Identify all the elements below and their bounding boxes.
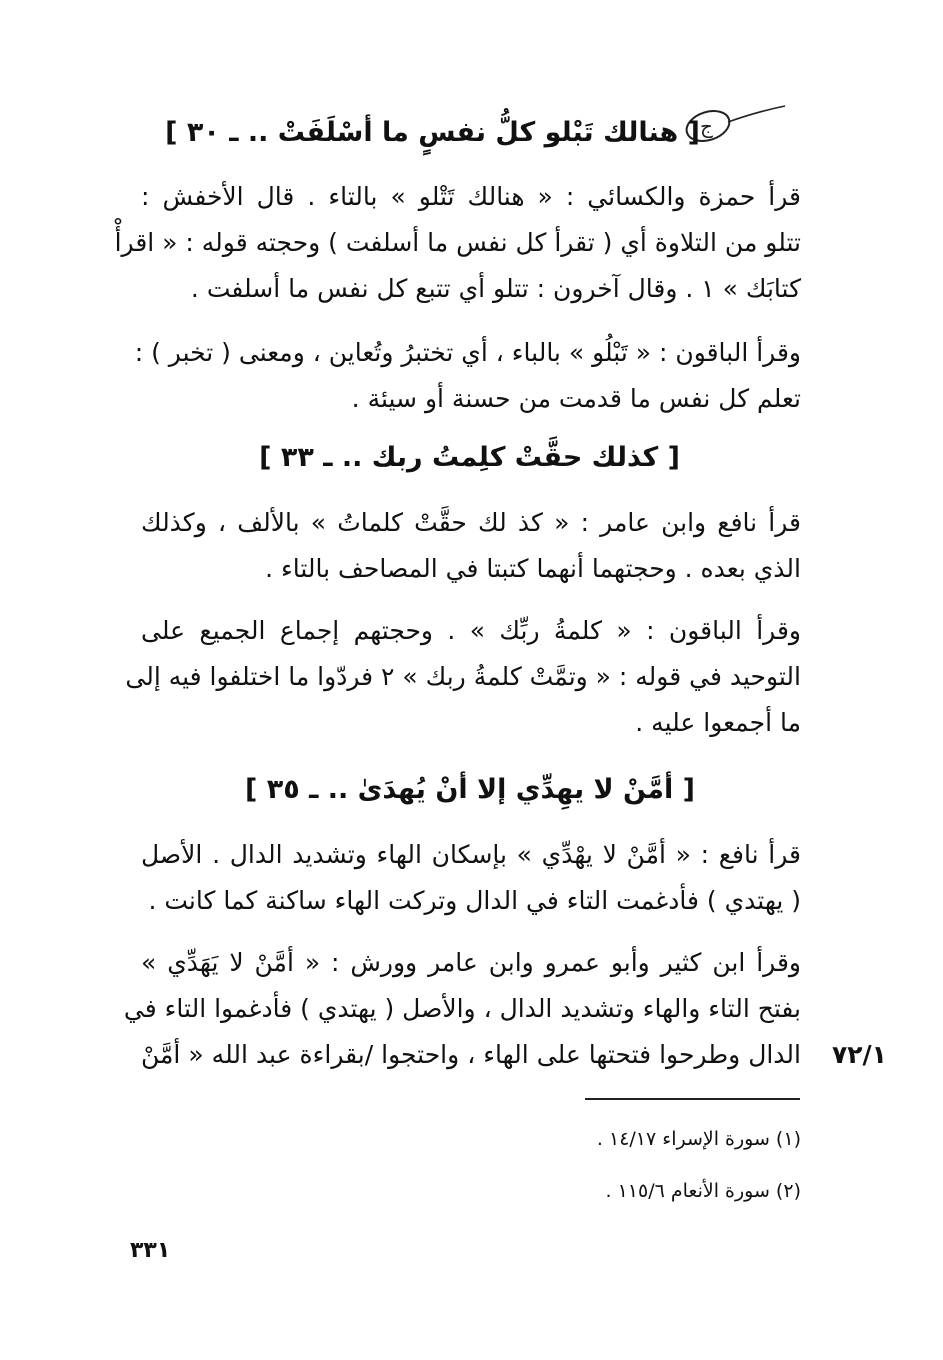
margin-reference: ٧٢/١ — [832, 1040, 887, 1069]
svg-text:ج: ج — [700, 114, 713, 138]
text-line: قرأ نافع : « أمَّنْ لا يهْدِّي » بإسكان الهاء وتشديد الدال . الأصل — [141, 840, 801, 869]
text-line: قرأ نافع وابن عامر : « كذ لك حقَّتْ كلماتُ » بالألف ، وكذلك — [141, 508, 801, 537]
text-line: بفتح التاء والهاء وتشديد الدال ، والأصل ( يهتدي ) فأدغموا التاء في — [123, 994, 801, 1023]
section-heading-33: [ كذلك حقَّتْ كلِمتُ ربك .. ـ ٣٣ ] — [259, 442, 680, 473]
text-line: تعلم كل نفس ما قدمت من حسنة أو سيئة . — [351, 384, 801, 413]
text-line: وقرأ الباقون : « كلمةُ ربِّك » . وحجتهم إجماع الجميع على — [141, 616, 801, 645]
text-line: وقرأ ابن كثير وأبو عمرو وابن عامر وورش : « أمَّنْ لا يَهَدِّي » — [141, 948, 801, 977]
footnote-1: (١) سورة الإسراء ١٤/١٧ . — [596, 1128, 801, 1150]
text-line: الدال وطرحوا فتحتها على الهاء ، واحتجوا /بقراءة عبد الله « أمَّنْ — [141, 1040, 801, 1069]
page-number: ٣٣١ — [130, 1238, 171, 1263]
text-line: ما أجمعوا عليه . — [635, 708, 801, 737]
footnote-2: (٢) سورة الأنعام ١١٥/٦ . — [605, 1180, 801, 1202]
text-line: تتلو من التلاوة أي ( تقرأ كل نفس ما أسلفت ) وحجته قوله : « اقرأْ — [114, 228, 801, 257]
text-line: ( يهتدي ) فأدغمت التاء في الدال وتركت الهاء ساكنة كما كانت . — [148, 886, 801, 915]
section-heading-30: [ هنالك تَبْلو كلُّ نفسٍ ما أسْلَفَتْ .. ـ ٣٠ ] — [165, 117, 700, 148]
text-line: وقرأ الباقون : « تَبْلُو » بالباء ، أي تختبرُ وتُعاين ، ومعنى ( تخبر ) : — [134, 338, 801, 367]
footnote-divider — [585, 1098, 800, 1100]
text-line: قرأ حمزة والكسائي : « هنالك تَتْلو » بالتاء . قال الأخفش : — [141, 182, 801, 211]
text-line: كتابَك » ١ . وقال آخرون : تتلو أي تتبع كل نفس ما أسلفت . — [190, 274, 801, 303]
text-line: التوحيد في قوله : « وتمَّتْ كلمةُ ربك » ٢ فردّوا ما اختلفوا فيه إلى — [125, 662, 801, 691]
section-heading-35: [ أمَّنْ لا يهِدِّي إلا أنْ يُهدَىٰ .. ـ ٣٥ ] — [244, 774, 696, 805]
text-line: الذي بعده . وحجتهما أنهما كتبتا في المصاحف بالتاء . — [265, 554, 801, 583]
